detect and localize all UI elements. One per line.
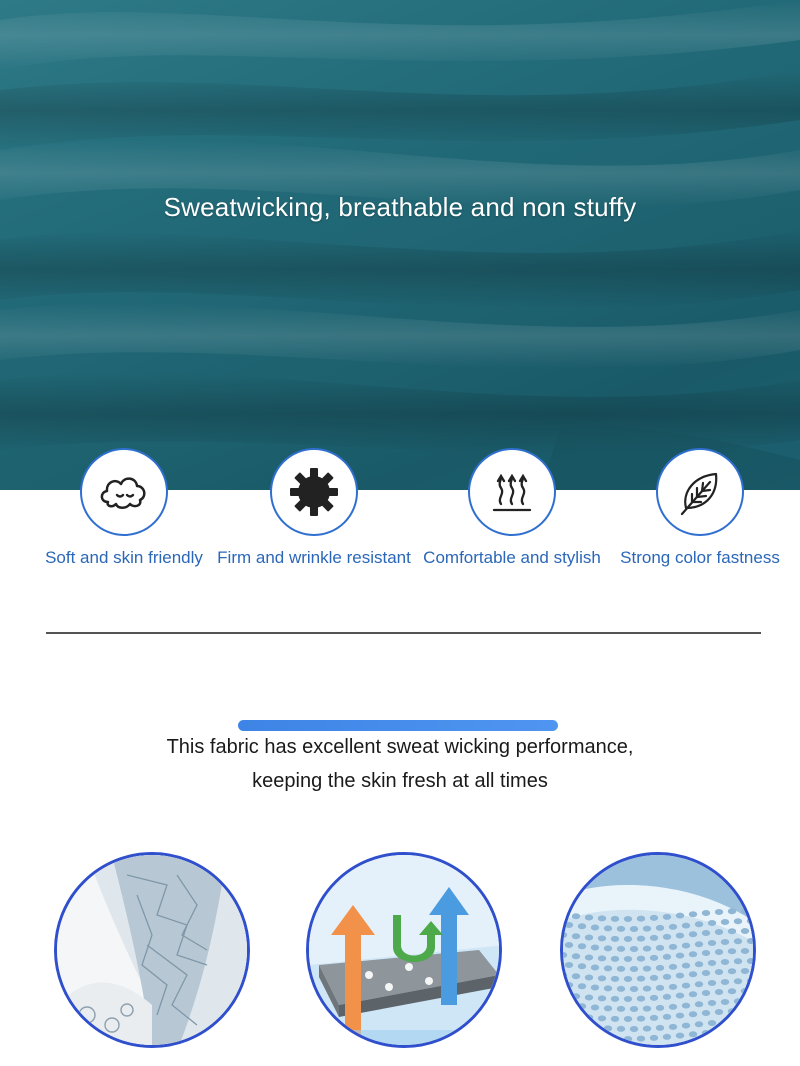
mesh-hole [617,986,625,992]
mesh-hole [565,982,573,988]
mesh-hole [624,976,632,982]
mesh-hole [663,914,671,920]
mesh-hole [650,1035,658,1041]
mesh-hole [754,1008,756,1014]
mesh-hole [624,916,632,922]
mesh-hole [741,988,749,994]
feature-circle [468,448,556,536]
mesh-hole [650,995,658,1001]
mesh-hole [754,948,756,954]
mesh-hole [598,915,606,921]
mesh-hole [604,1025,612,1031]
mesh-hole [715,1029,723,1035]
mesh-hole [591,1044,599,1048]
mesh-hole [585,954,593,960]
mesh-hole [728,948,736,954]
mesh-hole [669,964,677,970]
feature-color-fastness [600,448,800,568]
moisture-illustration [309,855,502,1048]
mesh-hole [578,923,586,929]
mesh-hole [754,908,756,914]
mesh-hole [572,1033,580,1039]
mesh-hole [572,913,580,919]
mesh-hole [669,944,677,950]
mesh-hole [643,1026,651,1032]
mesh-hole [747,998,755,1004]
performance-line-1: This fabric has excellent sweat wicking performance, [166,736,634,758]
mesh-hole [715,949,723,955]
feature-circle [80,448,168,536]
mesh-hole [650,935,658,941]
mesh-hole [565,1002,573,1008]
mesh-hole [663,1034,671,1040]
mesh-hole [715,969,723,975]
mesh-hole [663,954,671,960]
mesh-hole [721,999,729,1005]
weave-illustration [57,855,250,1048]
feature-circle [270,448,358,536]
mesh-hole [604,1005,612,1011]
mesh-hole [721,979,729,985]
mesh-hole [669,1024,677,1030]
mesh-hole [682,963,690,969]
mesh-hole [689,971,697,977]
cloud-face-icon [96,464,152,520]
mesh-hole [650,975,658,981]
mesh-hole [591,924,599,930]
heat-waves-icon [484,464,540,520]
mesh-hole [721,959,729,965]
mesh-hole [656,965,664,971]
mesh-hole [585,914,593,920]
mesh-hole [637,916,645,922]
mesh-hole [702,930,710,936]
mesh-hole [656,945,664,951]
mesh-hole [728,988,736,994]
mesh-hole [604,1045,612,1048]
mesh-hole [689,911,697,917]
performance-line-2: keeping the skin fresh at all times [252,770,548,792]
mesh-hole [747,1018,755,1024]
mesh-hole [624,936,632,942]
mesh-hole [578,943,586,949]
mesh-hole [728,1028,736,1034]
mesh-hole [754,968,756,974]
mesh-hole [585,1034,593,1040]
moisture-transfer-photo [306,852,502,1048]
mesh-hole [741,928,749,934]
mesh-hole [578,963,586,969]
mesh-hole [585,994,593,1000]
mesh-hole [585,934,593,940]
mesh-hole [656,985,664,991]
mesh-hole [578,983,586,989]
mesh-hole [611,916,619,922]
mesh-hole [598,935,606,941]
mesh-hole [663,994,671,1000]
mesh-hole [656,1045,664,1048]
mesh-hole [637,936,645,942]
mesh-hole [643,966,651,972]
mesh-hole [695,1021,703,1027]
mesh-hole [669,1004,677,1010]
fabric-weave-photo [54,852,250,1048]
mesh-hole [708,980,716,986]
mesh-hole [663,934,671,940]
mesh-hole [643,926,651,932]
mesh-hole [656,1005,664,1011]
mesh-hole [572,933,580,939]
mesh-hole [630,986,638,992]
mesh-hole [728,1008,736,1014]
mesh-hole [676,933,684,939]
mesh-hole [676,953,684,959]
mesh-hole [754,1028,756,1034]
mesh-hole [624,956,632,962]
mesh-hole [708,960,716,966]
mesh-hole [630,1006,638,1012]
mesh-hole [611,936,619,942]
feature-label: Soft and skin friendly [45,548,203,567]
mesh-hole [611,976,619,982]
mesh-hole [604,985,612,991]
mesh-hole [708,920,716,926]
mesh-hole [747,978,755,984]
mesh-hole [617,1046,625,1048]
mesh-hole [630,1026,638,1032]
mesh-hole [630,1046,638,1048]
mesh-hole [689,1031,697,1037]
gear-icon [286,464,342,520]
mesh-fabric-photo [560,852,756,1048]
mesh-hole [565,942,573,948]
mesh-hole [676,973,684,979]
mesh-hole [624,996,632,1002]
mesh-hole [578,1003,586,1009]
mesh-hole [611,1016,619,1022]
mesh-hole [682,923,690,929]
mesh-hole [572,973,580,979]
mesh-hole [728,968,736,974]
mesh-hole [630,926,638,932]
mesh-hole [689,1011,697,1017]
section-divider [46,632,761,634]
feature-circle [656,448,744,536]
mesh-hole [741,968,749,974]
mesh-hole [617,1006,625,1012]
mesh-hole [721,1019,729,1025]
mesh-hole [565,1042,573,1048]
mesh-hole [572,953,580,959]
mesh-hole [708,1040,716,1046]
mesh-hole [617,966,625,972]
mesh-hole [617,1026,625,1032]
mesh-hole [565,922,573,928]
mesh-hole [637,1036,645,1042]
mesh-hole [637,996,645,1002]
mesh-hole [715,1009,723,1015]
mesh-hole [747,918,755,924]
mesh-hole [611,956,619,962]
mesh-hole [578,1023,586,1029]
mesh-hole [598,1015,606,1021]
mesh-hole [637,1016,645,1022]
mesh-hole [695,921,703,927]
mesh-hole [741,948,749,954]
mesh-hole [591,944,599,950]
mesh-hole [721,919,729,925]
fabric-hero [0,0,800,490]
mesh-hole [604,965,612,971]
mesh-illustration [563,855,756,1048]
mesh-hole [585,1014,593,1020]
mesh-hole [702,950,710,956]
mesh-hole [754,988,756,994]
mesh-hole [682,1003,690,1009]
mesh-hole [734,978,742,984]
mesh-hole [643,1046,651,1048]
mesh-hole [611,996,619,1002]
mesh-hole [708,1000,716,1006]
mesh-hole [734,1038,742,1044]
fabric-folds [0,0,800,490]
mesh-hole [585,974,593,980]
mesh-hole [747,1038,755,1044]
feature-label: Firm and wrinkle resistant [217,548,411,567]
mesh-hole [611,1036,619,1042]
mesh-hole [702,970,710,976]
mesh-hole [598,975,606,981]
mesh-hole [741,1028,749,1034]
mesh-hole [747,938,755,944]
mesh-hole [565,962,573,968]
mesh-hole [715,929,723,935]
mesh-hole [650,955,658,961]
mesh-hole [630,966,638,972]
mesh-hole [702,910,710,916]
mesh-hole [715,909,723,915]
mesh-hole [643,946,651,952]
mesh-hole [591,984,599,990]
mesh-hole [728,908,736,914]
mesh-hole [669,984,677,990]
mesh-hole [682,1023,690,1029]
mesh-hole [702,1030,710,1036]
mesh-hole [565,1022,573,1028]
mesh-hole [715,989,723,995]
hero-title: Sweatwicking, breathable and non stuffy [163,192,637,222]
mesh-hole [741,1008,749,1014]
mesh-hole [598,1035,606,1041]
mesh-hole [604,945,612,951]
mesh-hole [663,974,671,980]
mesh-hole [637,976,645,982]
mesh-hole [747,958,755,964]
mesh-hole [695,1041,703,1047]
mesh-hole [676,1013,684,1019]
mesh-hole [591,964,599,970]
mesh-hole [741,908,749,914]
mesh-hole [689,951,697,957]
mesh-hole [617,946,625,952]
mesh-hole [676,913,684,919]
mesh-hole [624,1036,632,1042]
mesh-hole [676,993,684,999]
mesh-hole [630,946,638,952]
mesh-hole [676,1033,684,1039]
mesh-hole [624,1016,632,1022]
feature-soft [24,448,224,568]
mesh-hole [656,925,664,931]
mesh-hole [695,981,703,987]
mesh-hole [708,940,716,946]
mesh-hole [734,958,742,964]
mesh-hole [591,1024,599,1030]
mesh-hole [754,928,756,934]
mesh-hole [728,928,736,934]
mesh-hole [572,993,580,999]
mesh-hole [572,1013,580,1019]
accent-bar [238,720,558,731]
mesh-hole [734,998,742,1004]
mesh-hole [734,918,742,924]
mesh-hole [721,939,729,945]
mesh-hole [682,983,690,989]
mesh-hole [734,1018,742,1024]
mesh-hole [650,1015,658,1021]
mesh-hole [656,1025,664,1031]
mesh-hole [695,961,703,967]
mesh-hole [643,1006,651,1012]
feature-label: Strong color fastness [620,548,780,567]
mesh-hole [702,990,710,996]
feature-firm [214,448,414,568]
mesh-hole [669,924,677,930]
mesh-hole [663,1014,671,1020]
mesh-hole [650,915,658,921]
mesh-hole [689,931,697,937]
mesh-hole [598,995,606,1001]
feature-label: Comfortable and stylish [423,548,601,567]
mesh-hole [695,1001,703,1007]
leaf-icon [672,464,728,520]
mesh-hole [702,1010,710,1016]
mesh-hole [734,938,742,944]
mesh-hole [682,943,690,949]
mesh-hole [637,956,645,962]
mesh-hole [721,1039,729,1045]
mesh-hole [689,991,697,997]
mesh-hole [708,1020,716,1026]
mesh-hole [643,986,651,992]
mesh-hole [591,1004,599,1010]
mesh-hole [598,955,606,961]
mesh-hole [695,941,703,947]
mesh-hole [617,926,625,932]
feature-comfortable [412,448,612,568]
mesh-hole [604,925,612,931]
